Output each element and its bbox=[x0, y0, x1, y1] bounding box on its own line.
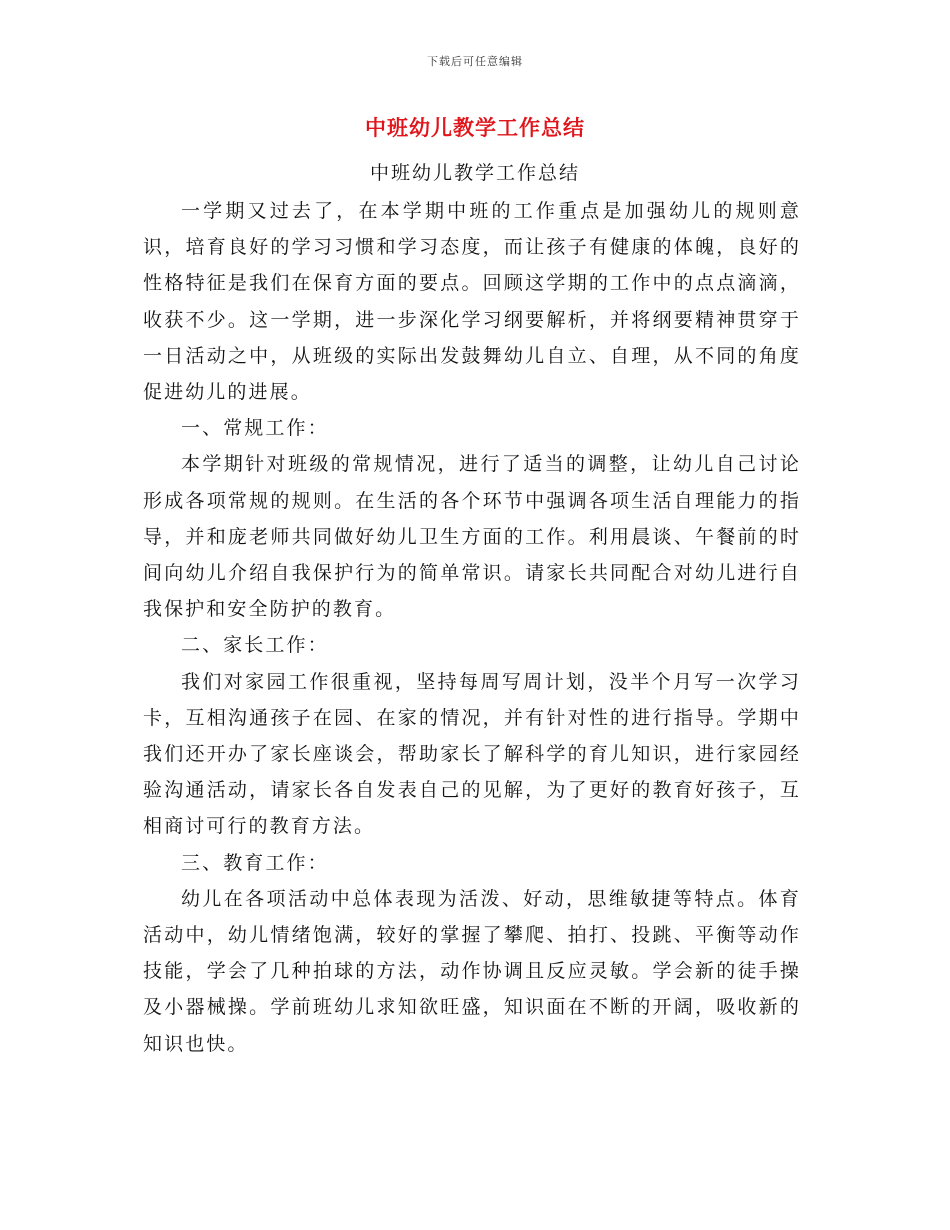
section-heading-routine: 一、常规工作： bbox=[181, 417, 329, 440]
education-paragraph: 幼儿在各项活动中总体表现为活泼、好动，思维敏捷等特点。体育活动中，幼儿情绪饱满，较好的掌握了攀爬、拍打、投跳、平衡等动作技能，学会了几种拍球的方法，动作协调且反应灵敏。学会新的徒手操及小器械操。学前班幼儿求知欲旺盛，知识面在不断的开阔，吸收新的知识也快。 bbox=[143, 887, 801, 1055]
document-title: 中班幼儿教学工作总结 bbox=[365, 116, 585, 140]
intro-paragraph: 一学期又过去了，在本学期中班的工作重点是加强幼儿的规则意识，培育良好的学习习惯和学习态度，而让孩子有健康的体魄，良好的性格特征是我们在保育方面的要点。回顾这学期的工作中的点点滴滴，收获不少。这一学期，进一步深化学习纲要解析，并将纲要精神贯穿于一日活动之中，从班级的实际出发鼓舞幼儿自立、自理，从不同的角度促进幼儿的进展。 bbox=[143, 200, 801, 404]
routine-paragraph: 本学期针对班级的常规情况，进行了适当的调整，让幼儿自己讨论形成各项常规的规则。在生活的各个环节中强调各项生活自理能力的指导，并和庞老师共同做好幼儿卫生方面的工作。利用晨谈、午餐前的时间向幼儿介绍自我保护行为的简单常识。请家长共同配合对幼儿进行自我保护和安全防护的教育。 bbox=[143, 453, 801, 621]
document-subtitle: 中班幼儿教学工作总结 bbox=[369, 162, 580, 184]
section-heading-education: 三、教育工作： bbox=[181, 851, 329, 874]
parents-paragraph: 我们对家园工作很重视，坚持每周写周计划，没半个月写一次学习卡，互相沟通孩子在园、在家的情况，并有针对性的进行指导。学期中我们还开办了家长座谈会，帮助家长了解科学的育儿知识，进行家园经验沟通活动，请家长各自发表自己的见解，为了更好的教育好孩子，互相商讨可行的教育方法。 bbox=[143, 670, 801, 838]
document-body bbox=[143, 193, 801, 1062]
section-heading-parents: 二、家长工作： bbox=[181, 634, 329, 657]
header-note: 下载后可任意编辑 bbox=[427, 55, 523, 68]
